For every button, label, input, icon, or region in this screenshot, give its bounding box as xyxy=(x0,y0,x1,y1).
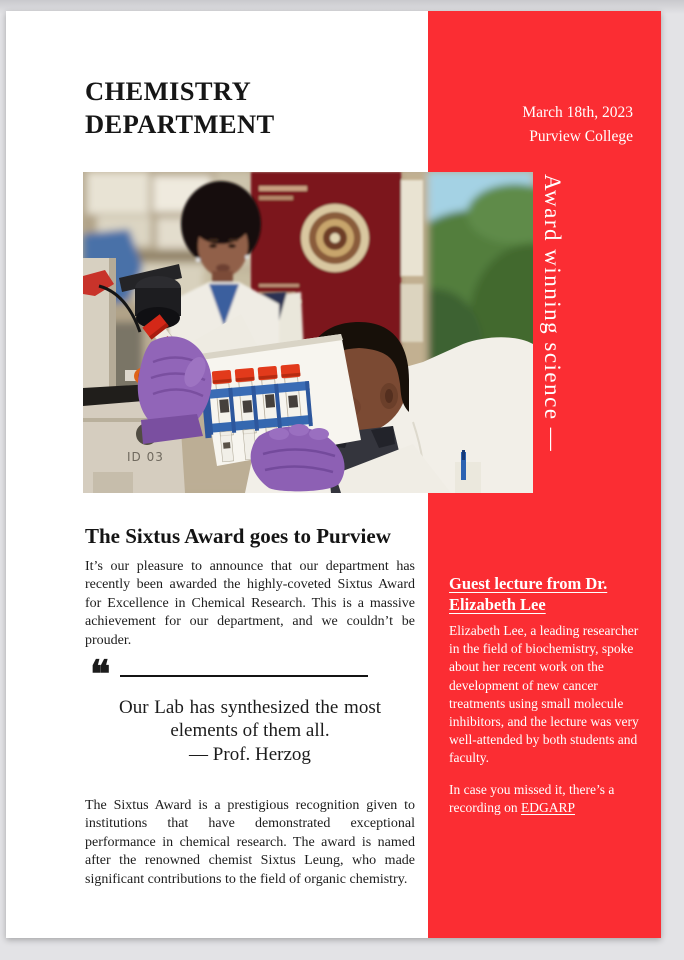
guest-lecture-body: Elizabeth Lee, a leading researcher in the field of biochemistry, spoke about her recent work on the development of new cancer treatments using small molecule inhibitors, and the lecture was very well-attended by both students and faculty. xyxy=(449,623,639,766)
lab-photo-illustration xyxy=(83,172,533,493)
recording-note-text: In case you missed it, there’s a recording on xyxy=(449,781,615,815)
article-paragraph-1: It’s our pleasure to announce that our department has recently been awarded the highly-coveted Sixtus Award for Excellence in Chemical Research. This is a massive achievement for our department, and we couldn’t be prouder. xyxy=(85,559,415,648)
issue-info xyxy=(522,101,633,149)
issue-date: March 18th, 2023 xyxy=(522,104,633,121)
quote-rule xyxy=(120,675,368,677)
edgarp-link[interactable]: EDGARP xyxy=(520,799,575,815)
pull-quote-attribution: — Prof. Herzog xyxy=(189,744,311,766)
institution-name: Purview College xyxy=(529,128,633,145)
lab-photo xyxy=(83,172,533,493)
pull-quote-header xyxy=(90,654,415,697)
vertical-tagline: Award winning science — xyxy=(540,174,565,453)
pull-quote-text: Our Lab has synthesized the most elements of them all. xyxy=(119,697,381,742)
recording-note xyxy=(449,781,642,817)
masthead xyxy=(85,75,275,141)
article-paragraph-2: The Sixtus Award is a prestigious recognition given to institutions that have demonstrated exceptional performance in chemical research. The award is named after the renowned chemist Sixtus Leung, who made significant contributions to the field of organic chemistry. xyxy=(85,798,415,887)
newsletter-page xyxy=(6,11,661,938)
article xyxy=(85,523,415,889)
equipment-label: ID 03 xyxy=(127,450,164,464)
masthead-title-line-1: CHEMISTRY xyxy=(85,76,252,106)
masthead-title-line-2: DEPARTMENT xyxy=(85,109,275,139)
article-headline: The Sixtus Award goes to Purview xyxy=(85,524,391,548)
quote-mark-icon: ❝ xyxy=(90,654,111,697)
guest-lecture-heading: Guest lecture from Dr. Elizabeth Lee xyxy=(449,574,608,614)
guest-lecture-section xyxy=(449,574,642,817)
pull-quote xyxy=(85,654,415,767)
